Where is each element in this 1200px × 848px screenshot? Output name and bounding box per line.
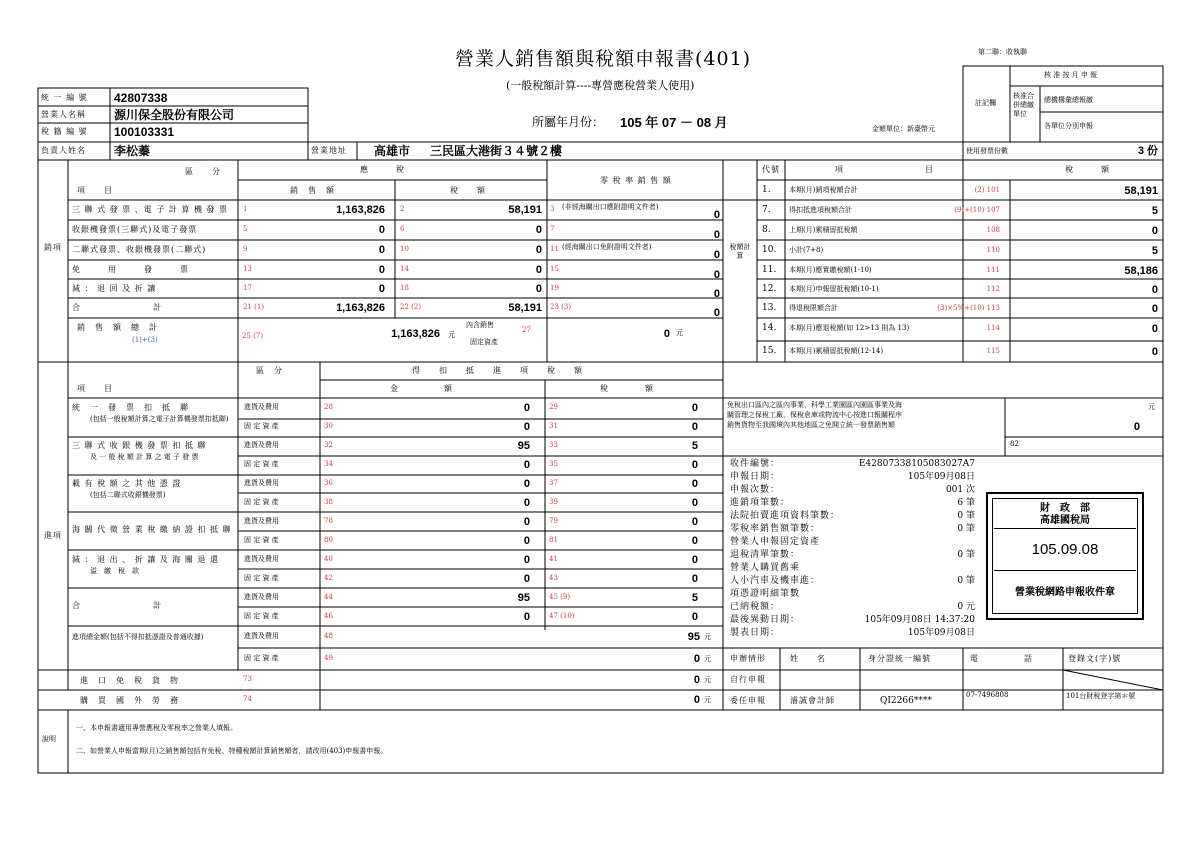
exempt-value: 0 (1133, 421, 1140, 433)
calc-row-label: 本期(月)應實繳稅額(1-10) (789, 266, 872, 274)
purchase-row-code2: 43 (549, 574, 558, 582)
sales-col-item: 項 目 (77, 186, 113, 195)
calc-row-label: 上期(月)累積留抵稅額 (789, 226, 858, 234)
invoice-count-label: 使用發票份數 (966, 147, 1008, 155)
purchase-row-code1: 36 (324, 479, 333, 487)
purchase-row-tax: 0 (691, 459, 698, 471)
filing-agent-name: 濬誠會計師 (790, 696, 835, 705)
sales-row-zero-rate: 0 (713, 249, 720, 261)
form-title: 營業人銷售額與稅額申報書(401) (455, 48, 752, 70)
purchase-row-code2: 45 (9) (549, 593, 571, 601)
notes-label: 說明 (42, 735, 56, 743)
purchase-row-type: 進貨及費用 (244, 403, 279, 411)
stamp-line2: 高雄國稅局 (1040, 515, 1090, 526)
purchase-group-sublabel: 及 一 般 稅 額 計 算 之 電 子 發 票 (90, 453, 199, 461)
calc-row-ref: (3)×5%+(10) 113 (937, 304, 1000, 312)
purchase-row-code2: 47 (10) (549, 612, 575, 620)
sales-row-code2: 2 (400, 205, 405, 213)
calc-col-item: 項 目 (835, 165, 934, 174)
sales-total-note1: 內含銷售 (466, 321, 494, 329)
purchase-total-code: 48 (324, 632, 333, 640)
approval-head: 核 准 按 月 申 報 (1044, 71, 1098, 79)
address-label: 營業地址 (311, 146, 347, 155)
sales-row-tax: 58,191 (508, 302, 542, 314)
purchase-group-label: 載 有 稅 額 之 其 他 憑 證 (72, 479, 182, 488)
receipt-row-value: 105年09月08日 (907, 628, 975, 638)
receipt-row-value: 0 元 (957, 602, 975, 612)
address-street: 三民區大港街３４號２樓 (430, 144, 563, 158)
sales-row-note: (非經海關出口應附證明文件者) (562, 203, 659, 211)
sales-col-division: 區 分 (185, 167, 221, 176)
invoice-count-value: 3 份 (1137, 145, 1158, 157)
approval-label: 核准合併總繳單位 (1013, 92, 1034, 118)
receipt-row-label: 申報次數： (730, 485, 781, 495)
form-subtitle: (一般稅額計算----專營應稅營業人使用) (506, 79, 695, 92)
calc-row-no: 10. (762, 245, 777, 255)
purchase-row-tax: 0 (691, 497, 698, 509)
purchase-row-code1: 80 (324, 536, 333, 544)
purchase-row-amount: 0 (523, 535, 530, 547)
receipt-row-value: 0 筆 (957, 576, 975, 586)
purchase-row-code2: 35 (549, 460, 558, 468)
purchase-row-type: 固 定 資 產 (244, 574, 279, 582)
calc-col-code: 代號 (762, 165, 780, 174)
name-label: 營業人名稱 (41, 110, 86, 119)
sales-row-code3: 15 (550, 265, 559, 273)
sales-row-label: 三 聯 式 發 票 、電 子 計 算 機 發 票 (72, 205, 228, 214)
calc-row-no: 11. (762, 265, 777, 275)
foreign-service-code: 74 (243, 695, 252, 703)
receipt-row-value: 001 次 (945, 485, 975, 495)
calc-row-tax: 58,191 (1124, 185, 1158, 197)
receipt-row-label: 最後異動日期： (730, 615, 801, 625)
sales-total-code: 25 (7) (242, 332, 264, 340)
purchase-row-code2: 37 (549, 479, 558, 487)
tax-reg-value: 100103331 (114, 125, 175, 139)
purchase-row-code1: 32 (324, 441, 333, 449)
stamp-line3: 營業稅網路申報收件章 (1015, 587, 1115, 598)
purchase-row-type: 固 定 資 產 (244, 536, 279, 544)
filing-agent-registration: 101台財稅登字第＊號 (1066, 692, 1136, 700)
receipt-row-label: 項憑證明細筆數 (730, 589, 801, 599)
calc-row-ref: 115 (986, 347, 1000, 355)
purchase-row-amount: 0 (523, 478, 530, 490)
stamp-line1: 財 政 部 (1040, 503, 1090, 514)
unit-note: 金額單位：新臺幣元 (872, 125, 935, 133)
purchase-row-code2: 39 (549, 498, 558, 506)
purchase-row-code1: 44 (324, 593, 333, 601)
purchase-row-code1: 46 (324, 612, 333, 620)
approval-option-separate: 各單位分別申報 (1044, 122, 1093, 130)
calc-row-ref: 112 (986, 285, 1000, 293)
calc-row-tax: 0 (1151, 303, 1158, 315)
purchase-row-code1: 38 (324, 498, 333, 506)
notes-line2: 二、如營業人申報當期(月)之銷售額包括有免稅、特種稅額計算銷售額者，請改用(403)申報書申報。 (76, 747, 388, 755)
sales-total-unit: 元 (448, 331, 455, 339)
receipt-row-label: 法院拍賣進項資料筆數： (730, 511, 841, 521)
purchase-group-label: 減 ： 退 出 、 折 讓 及 海 關 退 還 (72, 555, 219, 564)
import-unit: 元 (704, 676, 711, 684)
sales-total-value: 1,163,826 (391, 328, 440, 340)
sales-row-code1: 13 (243, 265, 252, 273)
sales-row-amount: 0 (378, 264, 385, 276)
purchase-row-type: 固 定 資 產 (244, 422, 279, 430)
receipt-row-value: 0 筆 (957, 511, 975, 521)
receipt-row-value: E42807338105083027A7 (858, 459, 975, 469)
purchase-row-code1: 34 (324, 460, 333, 468)
purchase-row-amount: 0 (523, 497, 530, 509)
filing-head-phone: 電 話 (970, 654, 1033, 663)
purchase-row-type: 固 定 資 產 (244, 498, 279, 506)
receipt-row-label: 營業人購買舊乘 (730, 563, 801, 573)
purchase-row-code1: 42 (324, 574, 333, 582)
purchases-col-head: 得 扣 抵 進 項 稅 額 (412, 366, 583, 375)
sales-col-amount: 銷 售 額 (290, 186, 335, 195)
purchase-row-type: 進貨及費用 (244, 479, 279, 487)
sales-total-note2: 固定資產 (470, 338, 498, 346)
exempt-note-line2: 關管理之保稅工廠，保稅倉庫或物流中心按進口報關程序 (727, 411, 902, 419)
sales-row-code3: 19 (550, 284, 559, 292)
receipt-row-label: 營業人申報固定資產 (730, 537, 821, 547)
purchase-group-label: 三 聯 式 收 銀 機 發 票 扣 抵 聯 (72, 441, 207, 450)
receipt-row-label: 零稅率銷售額筆數： (730, 524, 821, 534)
sales-row-amount: 0 (378, 283, 385, 295)
purchase-row-amount: 0 (523, 554, 530, 566)
calc-row-label: 本期(月)應退稅額(如 12>13 則為 13) (789, 324, 910, 332)
sales-total-unit2: 元 (676, 329, 683, 337)
purchase-row-type: 進貨及費用 (244, 593, 279, 601)
purchases-col-amount: 金 額 (390, 384, 453, 393)
calc-row-ref: 111 (986, 266, 1000, 274)
purchase-row-tax: 0 (691, 611, 698, 623)
filing-head-name: 姓 名 (790, 654, 826, 663)
calc-row-no: 7. (762, 205, 771, 215)
calc-row-tax: 58,186 (1124, 265, 1158, 277)
sales-row-note: (經海關出口免附證明文件者) (562, 243, 652, 251)
receipt-stamp (986, 492, 1144, 620)
filing-agent-label: 委任申報 (730, 696, 766, 705)
sales-total-label: 銷 售 額 總 計 (77, 323, 158, 332)
purchase-row-amount: 0 (523, 421, 530, 433)
sales-row-code1: 5 (243, 225, 248, 233)
purchase-total-amount: 0 (693, 653, 700, 665)
sales-section-label: 銷項 (44, 243, 62, 252)
address-city: 高雄市 (374, 144, 411, 158)
purchase-row-amount: 0 (523, 402, 530, 414)
sales-row-tax: 0 (535, 264, 542, 276)
receipt-row-label: 製表日期： (730, 628, 781, 638)
purchase-total-amount: 95 (687, 631, 700, 643)
purchase-group-sublabel: (包括一般稅額計算之電子計算機發票扣抵聯) (90, 415, 229, 423)
receipt-row-label: 人小汽車及機車進： (730, 576, 821, 586)
import-value: 0 (693, 674, 700, 686)
sales-total-code2: 27 (522, 326, 531, 334)
purchase-group-label: 海 關 代 徵 營 業 稅 繳 納 證 扣 抵 聯 (72, 525, 232, 534)
purchase-row-tax: 5 (691, 592, 698, 604)
foreign-service-value: 0 (693, 694, 700, 706)
sales-row-label: 二聯式發票、收銀機發票(二聯式) (72, 245, 207, 254)
purchase-row-code2: 31 (549, 422, 558, 430)
period-value: 105 年 07 － 08 月 (620, 115, 728, 130)
filing-head-case: 申辦情形 (730, 654, 766, 663)
calc-row-no: 1. (762, 185, 771, 195)
purchase-group-sublabel: 溢 繳 稅 款 (90, 567, 139, 575)
calc-row-label: 本期(月)銷項稅額合計 (789, 186, 858, 194)
purchase-row-amount: 0 (523, 573, 530, 585)
sales-col-tax: 稅 額 (450, 186, 486, 195)
purchase-row-tax: 0 (691, 421, 698, 433)
sales-row-code1: 21 (1) (243, 303, 265, 311)
stamp-date: 105.09.08 (1031, 541, 1099, 558)
purchase-row-code1: 30 (324, 422, 333, 430)
filing-self-label: 自行申報 (730, 675, 766, 684)
receipt-row-value: 105年09月08日 14:37:20 (864, 615, 975, 625)
sales-row-zero-rate: 0 (713, 288, 720, 300)
purchase-row-amount: 0 (523, 611, 530, 623)
exempt-note-line1: 免稅出口區內之區內事業、科學工業園區內園區事業及海 (727, 401, 902, 409)
sales-row-code1: 9 (243, 245, 248, 253)
purchase-row-type: 固 定 資 產 (244, 460, 279, 468)
purchases-col-tax: 稅 額 (600, 384, 654, 393)
purchases-total-label: 進項總金額(包括不得扣抵憑證及普通收據) (72, 633, 204, 641)
sales-row-tax: 58,191 (508, 204, 542, 216)
sales-row-code1: 17 (243, 284, 252, 292)
filing-agent-phone: 07-7496808 (966, 691, 1009, 699)
foreign-service-unit: 元 (704, 696, 711, 704)
filing-agent-id: QI2266**** (880, 696, 932, 706)
sales-col-taxable: 應 稅 (360, 165, 405, 174)
sales-col-zero-rate: 零 稅 率 銷 售 額 (600, 176, 672, 185)
purchase-group-label: 統 一 發 票 扣 抵 聯 (72, 403, 189, 412)
calc-col-tax: 稅 額 (1065, 165, 1110, 174)
sales-row-label: 合 計 (72, 303, 162, 312)
receipt-row-label: 退稅清單筆數： (730, 550, 801, 560)
calc-row-label: 得扣抵進項稅額合計 (789, 206, 852, 214)
sales-row-amount: 0 (378, 224, 385, 236)
calc-row-ref: 108 (986, 226, 1000, 234)
calc-row-tax: 5 (1151, 245, 1158, 257)
purchase-row-tax: 0 (691, 573, 698, 585)
sales-row-code1: 1 (243, 205, 248, 213)
sales-row-amount: 1,163,826 (336, 204, 385, 216)
purchases-section-label: 進項 (44, 531, 62, 540)
purchase-row-code1: 78 (324, 517, 333, 525)
approval-option-consolidated: 總機構彙總報繳 (1044, 96, 1093, 104)
calc-row-no: 14. (762, 323, 777, 333)
sales-total-fixed-assets: 0 (663, 328, 670, 340)
sales-row-code3: 3 (550, 205, 555, 213)
sales-total-formula: (1)+(3) (132, 336, 158, 344)
sales-row-amount: 0 (378, 244, 385, 256)
import-code: 73 (243, 675, 252, 683)
sales-row-zero-rate: 0 (713, 269, 720, 281)
sales-row-tax: 0 (535, 224, 542, 236)
purchase-row-type: 進貨及費用 (244, 517, 279, 525)
import-label: 進 口 免 稅 貨 物 (80, 676, 179, 685)
purchase-total-unit: 元 (704, 633, 711, 641)
sales-row-code2: 10 (400, 245, 409, 253)
notes-line1: 一、本申報書適用專營應稅及零稅率之營業人填報。 (76, 724, 237, 732)
purchase-group-label: 合 計 (72, 601, 162, 610)
sales-row-amount: 1,163,826 (336, 302, 385, 314)
calc-row-tax: 0 (1151, 323, 1158, 335)
purchase-row-amount: 95 (517, 592, 530, 604)
owner-value: 李松蓁 (114, 144, 151, 158)
sales-row-zero-rate: 0 (713, 209, 720, 221)
sales-row-zero-rate: 0 (713, 229, 720, 241)
sales-row-code2: 6 (400, 225, 405, 233)
calc-row-label: 得退稅限額合計 (789, 304, 838, 312)
purchase-row-code2: 33 (549, 441, 558, 449)
calc-row-no: 12. (762, 284, 777, 294)
exempt-unit: 元 (1148, 403, 1155, 411)
purchases-col-item: 項 目 (77, 384, 113, 393)
sales-row-label: 收銀機發票(三聯式)及電子發票 (72, 225, 198, 234)
calc-row-tax: 0 (1151, 346, 1158, 358)
purchase-row-code2: 41 (549, 555, 558, 563)
calc-row-ref: 114 (986, 324, 1000, 332)
exempt-code: 82 (1010, 440, 1019, 448)
receipt-row-label: 已納稅額： (730, 602, 781, 612)
purchase-row-type: 進貨及費用 (244, 441, 279, 449)
purchase-row-code2: 81 (549, 536, 558, 544)
calc-row-tax: 0 (1151, 225, 1158, 237)
sales-row-zero-rate: 0 (713, 307, 720, 319)
sales-row-code2: 18 (400, 284, 409, 292)
purchase-row-type: 固 定 資 產 (244, 612, 279, 620)
purchase-total-type: 進貨及費用 (244, 632, 279, 640)
owner-label: 負責人姓名 (41, 146, 86, 155)
receipt-row-label: 申報日期： (730, 472, 781, 482)
sales-row-label: 減 ： 退 回 及 折 讓 (72, 284, 157, 293)
calc-row-no: 8. (762, 225, 771, 235)
filing-head-id: 身分證統一編號 (868, 654, 931, 663)
calc-section-label: 稅額計算 (729, 243, 751, 260)
receipt-row-value: 0 筆 (957, 524, 975, 534)
tax-reg-label: 稅 籍 編 號 (41, 127, 88, 136)
purchase-total-unit: 元 (704, 655, 711, 663)
purchase-group-sublabel: (包括二聯式收銀機發票) (90, 491, 166, 499)
purchase-total-code: 49 (324, 654, 333, 662)
note-label: 註記欄 (975, 99, 996, 107)
purchase-row-amount: 0 (523, 459, 530, 471)
calc-row-label: 小計(7+8) (789, 246, 824, 254)
calc-row-no: 13. (762, 303, 777, 313)
sales-row-code2: 14 (400, 265, 409, 273)
purchase-row-code1: 28 (324, 403, 333, 411)
purchase-row-code2: 29 (549, 403, 558, 411)
purchase-row-code1: 40 (324, 555, 333, 563)
calc-row-ref: 110 (986, 246, 1000, 254)
sales-row-label: 免 用 發 票 (72, 265, 189, 274)
receipt-row-value: 6 筆 (957, 498, 975, 508)
purchase-row-amount: 95 (517, 440, 530, 452)
calc-row-no: 15. (762, 346, 777, 356)
purchase-row-tax: 0 (691, 516, 698, 528)
sales-row-code3: 7 (550, 225, 555, 233)
calc-row-ref: (2) 101 (974, 186, 1000, 194)
sales-row-code2: 22 (2) (400, 303, 422, 311)
sales-row-tax: 0 (535, 283, 542, 295)
purchase-row-type: 進貨及費用 (244, 555, 279, 563)
ubn-value: 42807338 (114, 91, 168, 105)
copy-label: 第二聯：收執聯 (978, 48, 1027, 56)
sales-row-code3: 23 (3) (550, 303, 572, 311)
purchase-row-code2: 79 (549, 517, 558, 525)
receipt-row-label: 收件編號： (730, 459, 781, 469)
purchases-col-division: 區 分 (256, 366, 283, 375)
purchase-row-tax: 0 (691, 554, 698, 566)
purchase-row-tax: 0 (691, 478, 698, 490)
purchase-row-tax: 0 (691, 402, 698, 414)
sales-row-tax: 0 (535, 244, 542, 256)
calc-row-ref: (9)+(10) 107 (954, 206, 1000, 214)
filing-head-registration: 登錄文(字)號 (1068, 654, 1122, 663)
purchase-row-tax: 5 (691, 440, 698, 452)
calc-row-label: 本期(月)累積留抵稅額(12-14) (789, 347, 884, 355)
receipt-row-label: 進銷項筆數： (730, 498, 791, 508)
exempt-note-line3: 銷售貨物至我國境內其他地區之免開立統一發票銷售額 (727, 421, 895, 429)
calc-row-tax: 0 (1151, 284, 1158, 296)
sales-row-code3: 11 (550, 245, 559, 253)
receipt-row-value: 105年09月08日 (907, 472, 975, 482)
purchase-total-type: 固 定 資 產 (244, 654, 279, 662)
calc-row-label: 本期(月)申報留抵稅額(10-1) (789, 285, 879, 293)
ubn-label: 統 一 編 號 (41, 93, 88, 102)
name-value: 源川保全股份有限公司 (114, 108, 235, 122)
receipt-row-value: 0 筆 (957, 550, 975, 560)
purchase-row-amount: 0 (523, 516, 530, 528)
foreign-service-label: 購 買 國 外 勞 務 (80, 696, 179, 705)
period-label: 所屬年月份： (532, 115, 605, 129)
purchase-row-tax: 0 (691, 535, 698, 547)
calc-row-tax: 5 (1151, 205, 1158, 217)
